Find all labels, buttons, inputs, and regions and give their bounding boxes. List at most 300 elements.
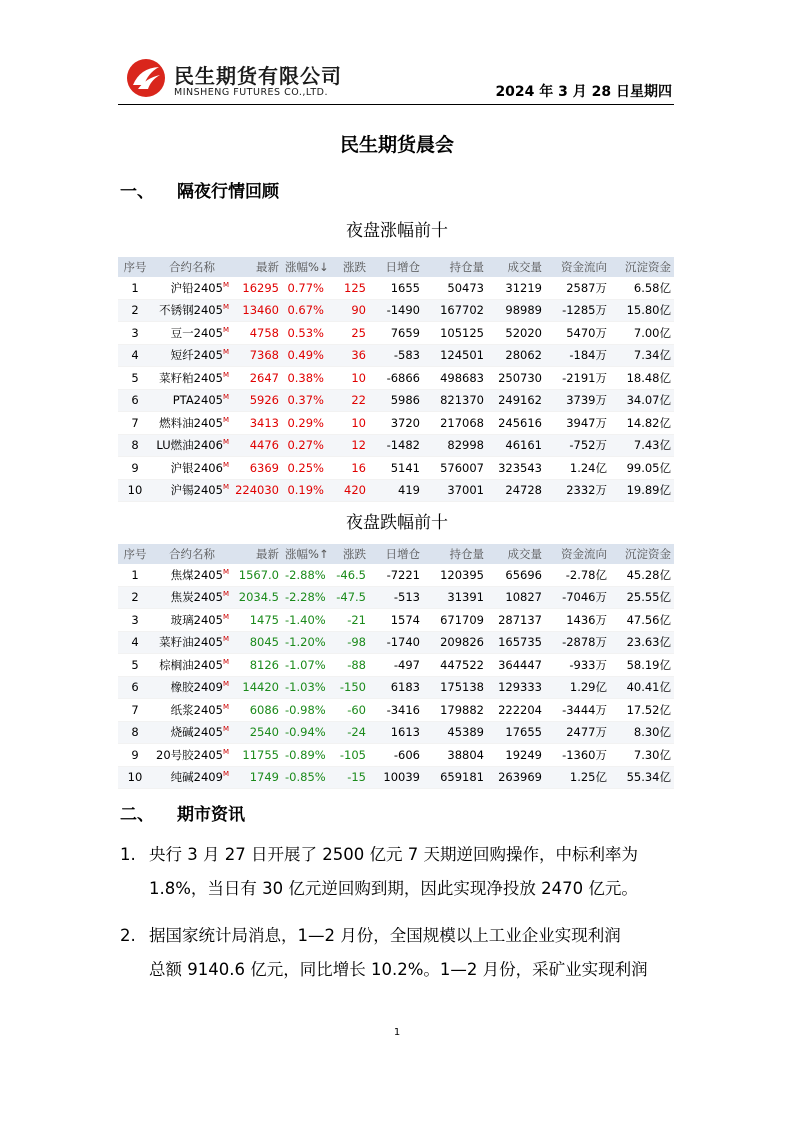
cell-inc: 1613 bbox=[369, 721, 423, 744]
contract-name: LU燃油2406 bbox=[156, 438, 223, 453]
cell-oi: 124501 bbox=[423, 344, 487, 367]
section-number: 二、 bbox=[120, 805, 154, 825]
cell-cap: 45.28亿 bbox=[610, 564, 674, 586]
column-header: 涨幅%↑ bbox=[282, 544, 327, 564]
cell-cap: 17.52亿 bbox=[610, 699, 674, 722]
contract-name-cell bbox=[152, 631, 232, 654]
cell-no: 7 bbox=[118, 412, 152, 435]
cell-cap: 15.80亿 bbox=[610, 299, 674, 322]
column-header: 涨幅%↓ bbox=[282, 257, 327, 277]
main-contract-marker: M bbox=[222, 747, 229, 756]
cell-pct: -2.88% bbox=[282, 564, 327, 586]
cell-inc: 6183 bbox=[369, 676, 423, 699]
cell-pct: 0.27% bbox=[282, 434, 327, 457]
table-row bbox=[118, 434, 674, 457]
column-header: 涨跌 bbox=[327, 544, 369, 564]
cell-vol: 17655 bbox=[487, 721, 545, 744]
table-row bbox=[118, 721, 674, 744]
cell-no: 3 bbox=[118, 609, 152, 632]
contract-name: 橡胶2409 bbox=[170, 680, 223, 695]
main-contract-marker: M bbox=[222, 483, 229, 492]
cell-vol: 323543 bbox=[487, 457, 545, 480]
cell-flow: -933万 bbox=[545, 654, 610, 677]
cell-last: 2034.5 bbox=[232, 586, 282, 609]
cell-vol: 250730 bbox=[487, 367, 545, 390]
cell-flow: 2477万 bbox=[545, 721, 610, 744]
cell-last: 4758 bbox=[232, 322, 282, 345]
column-header: 合约名称 bbox=[152, 257, 232, 277]
cell-chg: -15 bbox=[327, 766, 369, 789]
contract-name: 纸浆2405 bbox=[170, 702, 223, 717]
cell-chg: -105 bbox=[327, 744, 369, 767]
table-row bbox=[118, 631, 674, 654]
sort-arrow-icon: ↑ bbox=[318, 547, 329, 561]
cell-flow: 3947万 bbox=[545, 412, 610, 435]
news-line: 1.8%，当日有 30 亿元逆回购到期，因此实现净投放 2470 亿元。 bbox=[149, 879, 638, 898]
cell-oi: 671709 bbox=[423, 609, 487, 632]
cell-last: 1475 bbox=[232, 609, 282, 632]
cell-vol: 165735 bbox=[487, 631, 545, 654]
cell-pct: -0.98% bbox=[282, 699, 327, 722]
cell-chg: -21 bbox=[327, 609, 369, 632]
table-row bbox=[118, 457, 674, 480]
main-contract-marker: M bbox=[222, 590, 229, 599]
table-row bbox=[118, 277, 674, 299]
cell-no: 4 bbox=[118, 344, 152, 367]
contract-name: 20号胶2405 bbox=[156, 747, 223, 762]
column-header: 涨跌 bbox=[327, 257, 369, 277]
cell-pct: 0.38% bbox=[282, 367, 327, 390]
cell-inc: -1482 bbox=[369, 434, 423, 457]
sort-arrow-icon: ↓ bbox=[318, 260, 329, 274]
cell-inc: -497 bbox=[369, 654, 423, 677]
main-contract-marker: M bbox=[222, 325, 229, 334]
cell-oi: 175138 bbox=[423, 676, 487, 699]
column-header: 序号 bbox=[118, 257, 152, 277]
contract-name-cell bbox=[152, 434, 232, 457]
cell-flow: 3739万 bbox=[545, 389, 610, 412]
cell-pct: -1.20% bbox=[282, 631, 327, 654]
contract-name-cell bbox=[152, 344, 232, 367]
contract-name: 沪银2406 bbox=[170, 460, 223, 475]
cell-chg: 22 bbox=[327, 389, 369, 412]
cell-cap: 99.05亿 bbox=[610, 457, 674, 480]
cell-cap: 19.89亿 bbox=[610, 479, 674, 502]
cell-pct: 0.67% bbox=[282, 299, 327, 322]
contract-name-cell bbox=[152, 299, 232, 322]
cell-cap: 25.55亿 bbox=[610, 586, 674, 609]
cell-chg: -150 bbox=[327, 676, 369, 699]
cell-flow: -184万 bbox=[545, 344, 610, 367]
cell-oi: 82998 bbox=[423, 434, 487, 457]
company-name-cn: 民生期货有限公司 bbox=[174, 64, 342, 88]
contract-name-cell bbox=[152, 721, 232, 744]
cell-last: 6086 bbox=[232, 699, 282, 722]
table-row bbox=[118, 299, 674, 322]
main-contract-marker: M bbox=[222, 393, 229, 402]
news-item bbox=[120, 919, 676, 987]
contract-name-cell bbox=[152, 586, 232, 609]
cell-chg: 125 bbox=[327, 277, 369, 299]
report-date: 2024 年 3 月 28 日星期四 bbox=[495, 84, 672, 100]
cell-last: 7368 bbox=[232, 344, 282, 367]
cell-chg: -60 bbox=[327, 699, 369, 722]
cell-flow: -2.78亿 bbox=[545, 564, 610, 586]
cell-chg: 16 bbox=[327, 457, 369, 480]
cell-inc: -606 bbox=[369, 744, 423, 767]
cell-no: 5 bbox=[118, 367, 152, 390]
cell-vol: 46161 bbox=[487, 434, 545, 457]
cell-oi: 37001 bbox=[423, 479, 487, 502]
cell-vol: 28062 bbox=[487, 344, 545, 367]
table-row bbox=[118, 586, 674, 609]
cell-inc: 5141 bbox=[369, 457, 423, 480]
main-contract-marker: M bbox=[222, 725, 229, 734]
cell-inc: -3416 bbox=[369, 699, 423, 722]
cell-oi: 31391 bbox=[423, 586, 487, 609]
news-line: 总额 9140.6 亿元，同比增长 10.2%。1—2 月份，采矿业实现利润 bbox=[149, 960, 648, 979]
logo-mark-icon bbox=[126, 58, 166, 98]
column-header: 沉淀资金 bbox=[610, 544, 674, 564]
news-line: 据国家统计局消息，1—2 月份，全国规模以上工业企业实现利润 bbox=[149, 926, 621, 945]
contract-name-cell bbox=[152, 479, 232, 502]
contract-name: 棕榈油2405 bbox=[159, 657, 223, 672]
cell-inc: -583 bbox=[369, 344, 423, 367]
news-item bbox=[120, 838, 676, 906]
section-heading-1 bbox=[120, 177, 279, 202]
news-line: 央行 3 月 27 日开展了 2500 亿元 7 天期逆回购操作，中标利率为 bbox=[149, 845, 638, 864]
contract-name: 短纤2405 bbox=[170, 348, 223, 363]
cell-flow: 1436万 bbox=[545, 609, 610, 632]
column-header: 最新 bbox=[232, 544, 282, 564]
cell-chg: 10 bbox=[327, 412, 369, 435]
page-header bbox=[118, 54, 674, 105]
cell-oi: 498683 bbox=[423, 367, 487, 390]
cell-cap: 7.30亿 bbox=[610, 744, 674, 767]
column-header: 序号 bbox=[118, 544, 152, 564]
cell-chg: -47.5 bbox=[327, 586, 369, 609]
cell-inc: 10039 bbox=[369, 766, 423, 789]
cell-vol: 249162 bbox=[487, 389, 545, 412]
cell-inc: 3720 bbox=[369, 412, 423, 435]
cell-chg: -88 bbox=[327, 654, 369, 677]
gain-table-title: 夜盘涨幅前十 bbox=[346, 221, 448, 241]
cell-inc: 5986 bbox=[369, 389, 423, 412]
company-name-en: MINSHENG FUTURES CO.,LTD. bbox=[174, 87, 328, 98]
cell-cap: 14.82亿 bbox=[610, 412, 674, 435]
cell-vol: 31219 bbox=[487, 277, 545, 299]
cell-vol: 10827 bbox=[487, 586, 545, 609]
cell-vol: 98989 bbox=[487, 299, 545, 322]
cell-no: 9 bbox=[118, 457, 152, 480]
cell-pct: 0.19% bbox=[282, 479, 327, 502]
cell-vol: 222204 bbox=[487, 699, 545, 722]
cell-last: 4476 bbox=[232, 434, 282, 457]
cell-no: 6 bbox=[118, 389, 152, 412]
cell-oi: 576007 bbox=[423, 457, 487, 480]
table-row bbox=[118, 699, 674, 722]
contract-name-cell bbox=[152, 766, 232, 789]
table-row bbox=[118, 367, 674, 390]
cell-pct: -0.94% bbox=[282, 721, 327, 744]
cell-flow: -752万 bbox=[545, 434, 610, 457]
cell-inc: -1490 bbox=[369, 299, 423, 322]
cell-inc: 7659 bbox=[369, 322, 423, 345]
cell-cap: 40.41亿 bbox=[610, 676, 674, 699]
cell-chg: 90 bbox=[327, 299, 369, 322]
cell-flow: 1.25亿 bbox=[545, 766, 610, 789]
contract-name: 玻璃2405 bbox=[170, 612, 223, 627]
cell-oi: 659181 bbox=[423, 766, 487, 789]
loss-table bbox=[118, 544, 674, 789]
main-contract-marker: M bbox=[222, 612, 229, 621]
cell-flow: -2878万 bbox=[545, 631, 610, 654]
cell-oi: 167702 bbox=[423, 299, 487, 322]
cell-pct: 0.49% bbox=[282, 344, 327, 367]
cell-last: 5926 bbox=[232, 389, 282, 412]
cell-pct: -2.28% bbox=[282, 586, 327, 609]
contract-name-cell bbox=[152, 322, 232, 345]
cell-cap: 23.63亿 bbox=[610, 631, 674, 654]
cell-pct: 0.29% bbox=[282, 412, 327, 435]
cell-pct: -0.89% bbox=[282, 744, 327, 767]
cell-no: 10 bbox=[118, 479, 152, 502]
cell-no: 9 bbox=[118, 744, 152, 767]
cell-vol: 245616 bbox=[487, 412, 545, 435]
contract-name-cell bbox=[152, 744, 232, 767]
cell-last: 11755 bbox=[232, 744, 282, 767]
table-header-row bbox=[118, 544, 674, 564]
main-contract-marker: M bbox=[222, 657, 229, 666]
cell-cap: 7.34亿 bbox=[610, 344, 674, 367]
news-text bbox=[149, 919, 677, 987]
table-row bbox=[118, 744, 674, 767]
cell-no: 5 bbox=[118, 654, 152, 677]
contract-name-cell bbox=[152, 367, 232, 390]
cell-last: 6369 bbox=[232, 457, 282, 480]
main-contract-marker: M bbox=[222, 680, 229, 689]
cell-inc: -6866 bbox=[369, 367, 423, 390]
contract-name: PTA2405 bbox=[172, 393, 223, 408]
main-contract-marker: M bbox=[222, 460, 229, 469]
cell-pct: -1.40% bbox=[282, 609, 327, 632]
column-header: 日增仓 bbox=[369, 257, 423, 277]
table-row bbox=[118, 322, 674, 345]
cell-last: 14420 bbox=[232, 676, 282, 699]
contract-name: 不锈钢2405 bbox=[159, 303, 223, 318]
cell-no: 10 bbox=[118, 766, 152, 789]
cell-chg: -98 bbox=[327, 631, 369, 654]
cell-last: 8126 bbox=[232, 654, 282, 677]
contract-name-cell bbox=[152, 564, 232, 586]
cell-cap: 6.58亿 bbox=[610, 277, 674, 299]
page-number: 1 bbox=[393, 1027, 401, 1038]
main-contract-marker: M bbox=[222, 415, 229, 424]
cell-oi: 209826 bbox=[423, 631, 487, 654]
contract-name-cell bbox=[152, 389, 232, 412]
cell-vol: 65696 bbox=[487, 564, 545, 586]
column-header: 合约名称 bbox=[152, 544, 232, 564]
cell-pct: 0.77% bbox=[282, 277, 327, 299]
contract-name-cell bbox=[152, 609, 232, 632]
main-contract-marker: M bbox=[222, 348, 229, 357]
contract-name: 菜籽油2405 bbox=[159, 635, 223, 650]
cell-pct: -1.03% bbox=[282, 676, 327, 699]
cell-chg: 25 bbox=[327, 322, 369, 345]
main-contract-marker: M bbox=[222, 280, 229, 289]
cell-no: 1 bbox=[118, 277, 152, 299]
cell-cap: 47.56亿 bbox=[610, 609, 674, 632]
table-row bbox=[118, 479, 674, 502]
contract-name: 豆一2405 bbox=[170, 325, 223, 340]
cell-oi: 50473 bbox=[423, 277, 487, 299]
cell-no: 1 bbox=[118, 564, 152, 586]
main-contract-marker: M bbox=[222, 702, 229, 711]
cell-pct: 0.37% bbox=[282, 389, 327, 412]
cell-pct: 0.25% bbox=[282, 457, 327, 480]
section-title: 隔夜行情回顾 bbox=[177, 182, 279, 202]
cell-flow: -3444万 bbox=[545, 699, 610, 722]
cell-last: 13460 bbox=[232, 299, 282, 322]
column-header: 资金流向 bbox=[545, 257, 610, 277]
page-title: 民生期货晨会 bbox=[339, 134, 454, 156]
cell-oi: 120395 bbox=[423, 564, 487, 586]
cell-last: 16295 bbox=[232, 277, 282, 299]
column-header: 最新 bbox=[232, 257, 282, 277]
contract-name: 焦煤2405 bbox=[170, 567, 223, 582]
column-header: 持仓量 bbox=[423, 544, 487, 564]
main-contract-marker: M bbox=[222, 438, 229, 447]
section-heading-2 bbox=[120, 800, 245, 825]
news-text bbox=[149, 838, 677, 906]
cell-chg: 420 bbox=[327, 479, 369, 502]
contract-name-cell bbox=[152, 654, 232, 677]
cell-chg: 12 bbox=[327, 434, 369, 457]
cell-cap: 34.07亿 bbox=[610, 389, 674, 412]
cell-no: 2 bbox=[118, 586, 152, 609]
cell-vol: 24728 bbox=[487, 479, 545, 502]
section-number: 一、 bbox=[120, 182, 154, 202]
table-row bbox=[118, 609, 674, 632]
cell-inc: -1740 bbox=[369, 631, 423, 654]
cell-flow: 2332万 bbox=[545, 479, 610, 502]
table-row bbox=[118, 564, 674, 586]
cell-no: 6 bbox=[118, 676, 152, 699]
column-header: 持仓量 bbox=[423, 257, 487, 277]
contract-name-cell bbox=[152, 676, 232, 699]
cell-last: 1567.0 bbox=[232, 564, 282, 586]
cell-last: 3413 bbox=[232, 412, 282, 435]
contract-name-cell bbox=[152, 699, 232, 722]
cell-flow: 1.24亿 bbox=[545, 457, 610, 480]
contract-name: 菜籽粕2405 bbox=[159, 370, 223, 385]
cell-oi: 105125 bbox=[423, 322, 487, 345]
contract-name: 焦炭2405 bbox=[170, 590, 223, 605]
cell-no: 3 bbox=[118, 322, 152, 345]
cell-pct: -0.85% bbox=[282, 766, 327, 789]
contract-name: 烧碱2405 bbox=[170, 725, 223, 740]
cell-cap: 58.19亿 bbox=[610, 654, 674, 677]
cell-chg: 36 bbox=[327, 344, 369, 367]
table-header-row bbox=[118, 257, 674, 277]
gain-table bbox=[118, 257, 674, 502]
cell-no: 7 bbox=[118, 699, 152, 722]
cell-last: 2540 bbox=[232, 721, 282, 744]
contract-name-cell bbox=[152, 457, 232, 480]
cell-chg: -46.5 bbox=[327, 564, 369, 586]
column-header: 沉淀资金 bbox=[610, 257, 674, 277]
cell-flow: 1.29亿 bbox=[545, 676, 610, 699]
cell-no: 4 bbox=[118, 631, 152, 654]
cell-inc: -513 bbox=[369, 586, 423, 609]
cell-cap: 55.34亿 bbox=[610, 766, 674, 789]
cell-oi: 217068 bbox=[423, 412, 487, 435]
section-title: 期市资讯 bbox=[177, 805, 245, 825]
cell-flow: -1360万 bbox=[545, 744, 610, 767]
contract-name: 纯碱2409 bbox=[170, 770, 223, 785]
cell-pct: 0.53% bbox=[282, 322, 327, 345]
news-number: 2. bbox=[120, 926, 136, 945]
cell-flow: -1285万 bbox=[545, 299, 610, 322]
main-contract-marker: M bbox=[222, 567, 229, 576]
cell-inc: -7221 bbox=[369, 564, 423, 586]
cell-cap: 7.00亿 bbox=[610, 322, 674, 345]
table-row bbox=[118, 389, 674, 412]
cell-cap: 8.30亿 bbox=[610, 721, 674, 744]
main-contract-marker: M bbox=[222, 635, 229, 644]
cell-oi: 447522 bbox=[423, 654, 487, 677]
column-header: 成交量 bbox=[487, 257, 545, 277]
cell-vol: 364447 bbox=[487, 654, 545, 677]
cell-no: 8 bbox=[118, 721, 152, 744]
table-row bbox=[118, 676, 674, 699]
news-number: 1. bbox=[120, 845, 136, 864]
contract-name: 沪锡2405 bbox=[170, 483, 223, 498]
contract-name-cell bbox=[152, 277, 232, 299]
cell-inc: 419 bbox=[369, 479, 423, 502]
cell-flow: -2191万 bbox=[545, 367, 610, 390]
cell-oi: 821370 bbox=[423, 389, 487, 412]
cell-pct: -1.07% bbox=[282, 654, 327, 677]
cell-vol: 263969 bbox=[487, 766, 545, 789]
cell-oi: 179882 bbox=[423, 699, 487, 722]
cell-chg: 10 bbox=[327, 367, 369, 390]
cell-vol: 52020 bbox=[487, 322, 545, 345]
cell-oi: 45389 bbox=[423, 721, 487, 744]
contract-name-cell bbox=[152, 412, 232, 435]
cell-no: 2 bbox=[118, 299, 152, 322]
cell-last: 1749 bbox=[232, 766, 282, 789]
column-header: 日增仓 bbox=[369, 544, 423, 564]
table-row bbox=[118, 412, 674, 435]
table-row bbox=[118, 766, 674, 789]
cell-last: 2647 bbox=[232, 367, 282, 390]
cell-inc: 1655 bbox=[369, 277, 423, 299]
cell-flow: -7046万 bbox=[545, 586, 610, 609]
loss-table-title: 夜盘跌幅前十 bbox=[346, 513, 448, 533]
main-contract-marker: M bbox=[222, 770, 229, 779]
cell-vol: 129333 bbox=[487, 676, 545, 699]
main-contract-marker: M bbox=[222, 303, 229, 312]
cell-no: 8 bbox=[118, 434, 152, 457]
cell-flow: 2587万 bbox=[545, 277, 610, 299]
cell-vol: 287137 bbox=[487, 609, 545, 632]
main-contract-marker: M bbox=[222, 370, 229, 379]
cell-inc: 1574 bbox=[369, 609, 423, 632]
cell-cap: 18.48亿 bbox=[610, 367, 674, 390]
cell-vol: 19249 bbox=[487, 744, 545, 767]
column-header: 资金流向 bbox=[545, 544, 610, 564]
